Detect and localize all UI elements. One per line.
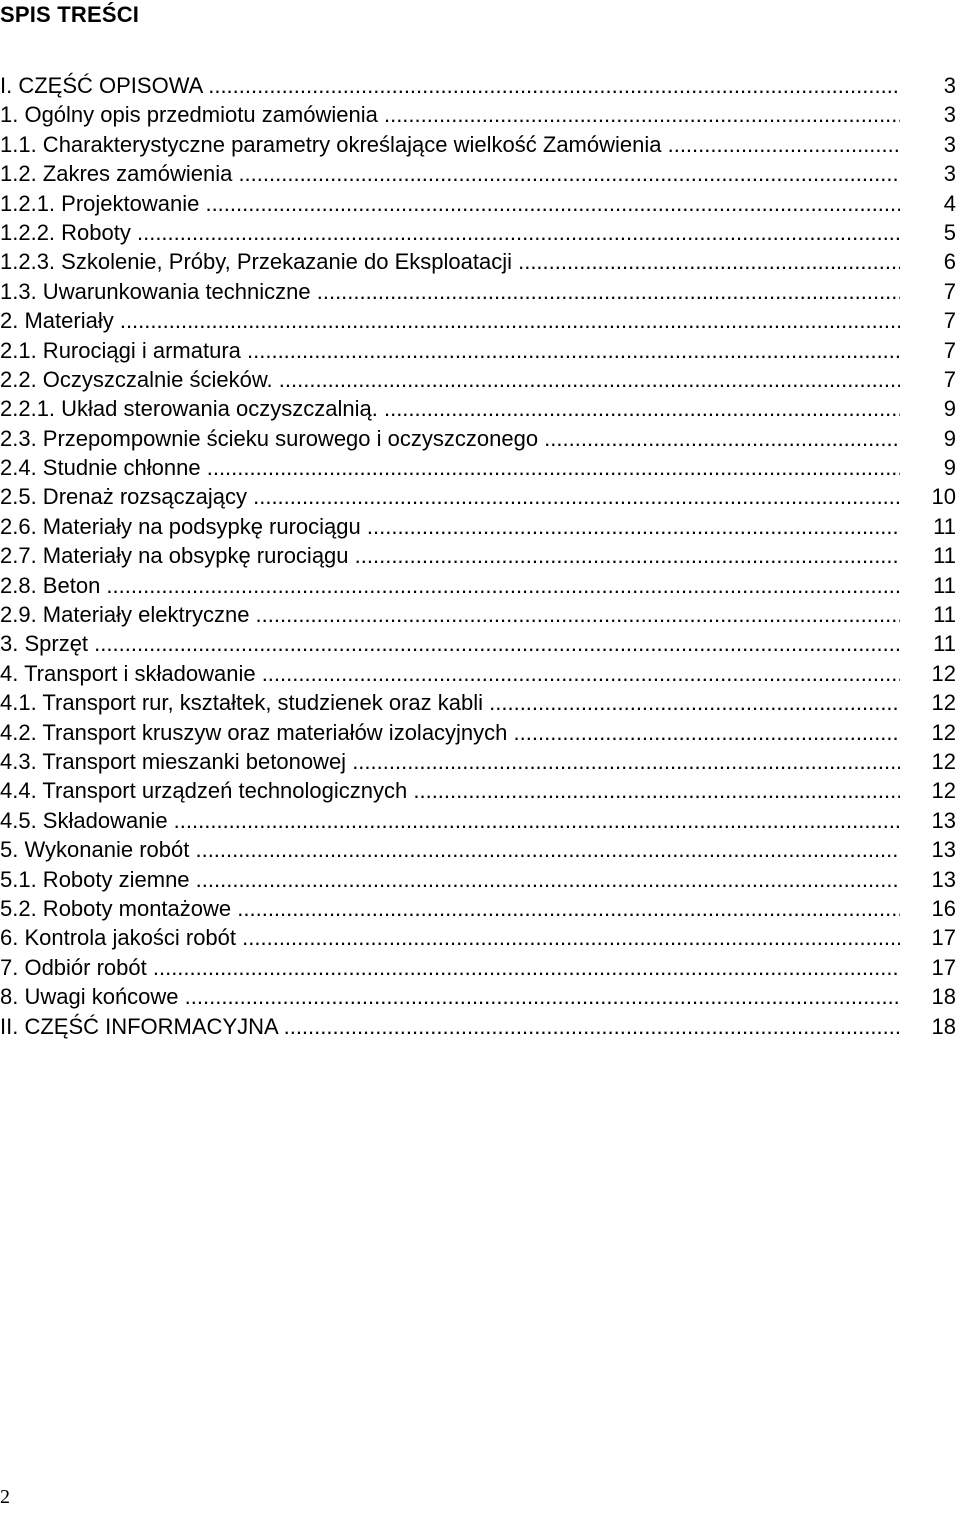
toc-entry-page-number: 6: [943, 249, 956, 275]
toc-entry-label[interactable]: 2.7. Materiały na obsypkę rurociągu .....: [0, 541, 900, 570]
toc-entry-page-number: 12: [931, 748, 956, 774]
toc-entry-label[interactable]: 4.5. Składowanie .....: [0, 806, 900, 835]
toc-entry-row[interactable]: [0, 482, 960, 511]
toc-entry-page-number: 10: [931, 484, 956, 510]
toc-entry-page-number: 7: [943, 337, 956, 363]
toc-entry-row[interactable]: [0, 747, 960, 776]
toc-entry-label[interactable]: 3. Sprzęt .....: [0, 629, 900, 658]
toc-entry-row[interactable]: [0, 629, 960, 658]
toc-entry-row[interactable]: [0, 659, 960, 688]
toc-entry-row[interactable]: [0, 835, 960, 864]
toc-entry-row[interactable]: [0, 923, 960, 952]
toc-entry-label[interactable]: 4. Transport i składowanie .....: [0, 659, 900, 688]
toc-entry-page-number: 12: [931, 660, 956, 686]
toc-entry-row[interactable]: [0, 100, 960, 129]
toc-entry-row[interactable]: [0, 806, 960, 835]
toc-entry-row[interactable]: [0, 718, 960, 747]
toc-entry-label[interactable]: 1.2.2. Roboty .....: [0, 218, 900, 247]
toc-entry-row[interactable]: [0, 159, 960, 188]
toc-entry-label[interactable]: 2.1. Rurociągi i armatura .....: [0, 336, 900, 365]
toc-entry-row[interactable]: [0, 894, 960, 923]
toc-entry-row[interactable]: [0, 424, 960, 453]
toc-entry-page-number: 11: [933, 543, 956, 569]
toc-entry-label[interactable]: 6. Kontrola jakości robót .....: [0, 923, 900, 952]
toc-entry-page-number: 9: [943, 455, 956, 481]
toc-entry-page-number: 7: [943, 366, 956, 392]
toc-entry-page-number: 9: [943, 425, 956, 451]
toc-entry-label[interactable]: 2.3. Przepompownie ścieku surowego i oczyszczonego .....: [0, 424, 900, 453]
toc-entry-label[interactable]: 2.2. Oczyszczalnie ścieków. .....: [0, 365, 900, 394]
toc-entry-page-number: 13: [931, 837, 956, 863]
toc-entry-page-number: 18: [931, 1013, 956, 1039]
toc-entry-label[interactable]: 2.9. Materiały elektryczne .....: [0, 600, 900, 629]
toc-entry-label[interactable]: 5.1. Roboty ziemne .....: [0, 865, 900, 894]
toc-entry-page-number: 12: [931, 778, 956, 804]
toc-entry-page-number: 9: [943, 396, 956, 422]
toc-entry-page-number: 7: [943, 308, 956, 334]
toc-entry-row[interactable]: [0, 130, 960, 159]
toc-entry-label[interactable]: I. CZĘŚĆ OPISOWA .....: [0, 71, 900, 100]
toc-entry-page-number: 3: [943, 102, 956, 128]
toc-entry-row[interactable]: [0, 571, 960, 600]
toc-entry-page-number: 12: [931, 719, 956, 745]
toc-entry-page-number: 3: [943, 73, 956, 98]
toc-entry-label[interactable]: 4.3. Transport mieszanki betonowej .....: [0, 747, 900, 776]
toc-entry-row[interactable]: [0, 982, 960, 1011]
table-of-contents: [0, 71, 960, 1041]
toc-entry-label[interactable]: II. CZĘŚĆ INFORMACYJNA .....: [0, 1012, 900, 1041]
toc-entry-label[interactable]: 2.2.1. Układ sterowania oczyszczalnią. .....: [0, 394, 900, 423]
toc-entry-label[interactable]: 1.2.3. Szkolenie, Próby, Przekazanie do Eksploatacji .....: [0, 247, 900, 276]
toc-entry-label[interactable]: 7. Odbiór robót .....: [0, 953, 900, 982]
toc-entry-page-number: 11: [933, 602, 956, 628]
toc-entry-row[interactable]: [0, 953, 960, 982]
toc-entry-label[interactable]: 2.5. Drenaż rozsączający .....: [0, 482, 900, 511]
toc-entry-page-number: 16: [931, 895, 956, 921]
toc-entry-label[interactable]: 5.2. Roboty montażowe .....: [0, 894, 900, 923]
toc-entry-page-number: 4: [943, 190, 956, 216]
toc-entry-row[interactable]: [0, 189, 960, 218]
toc-entry-row[interactable]: [0, 247, 960, 276]
toc-entry-label[interactable]: 2.6. Materiały na podsypkę rurociągu .....: [0, 512, 900, 541]
toc-entry-page-number: 13: [931, 807, 956, 833]
toc-entry-page-number: 7: [943, 278, 956, 304]
toc-entry-label[interactable]: 4.1. Transport rur, kształtek, studzienek oraz kabli .....: [0, 688, 900, 717]
toc-entry-row[interactable]: [0, 306, 960, 335]
toc-entry-label[interactable]: 1.2. Zakres zamówienia .....: [0, 159, 900, 188]
page-title: SPIS TREŚCI: [0, 2, 140, 27]
toc-entry-row[interactable]: [0, 277, 960, 306]
toc-entry-page-number: 12: [931, 690, 956, 716]
toc-entry-row[interactable]: [0, 512, 960, 541]
toc-entry-row[interactable]: [0, 71, 960, 100]
toc-entry-page-number: 11: [933, 631, 956, 657]
toc-entry-label[interactable]: 2. Materiały .....: [0, 306, 900, 335]
toc-entry-row[interactable]: [0, 218, 960, 247]
toc-entry-row[interactable]: [0, 365, 960, 394]
toc-entry-row[interactable]: [0, 600, 960, 629]
toc-entry-page-number: 5: [943, 219, 956, 245]
toc-entry-label[interactable]: 1.1. Charakterystyczne parametry określające wielkość Zamówienia .....: [0, 130, 900, 159]
toc-entry-row[interactable]: [0, 541, 960, 570]
toc-entry-page-number: 17: [931, 925, 956, 951]
toc-entry-label[interactable]: 1.2.1. Projektowanie .....: [0, 189, 900, 218]
toc-entry-label[interactable]: 1.3. Uwarunkowania techniczne .....: [0, 277, 900, 306]
toc-entry-page-number: 17: [931, 954, 956, 980]
toc-entry-page-number: 13: [931, 866, 956, 892]
toc-entry-row[interactable]: [0, 776, 960, 805]
toc-entry-label[interactable]: 1. Ogólny opis przedmiotu zamówienia .....: [0, 100, 900, 129]
toc-entry-label[interactable]: 2.4. Studnie chłonne .....: [0, 453, 900, 482]
toc-entry-row[interactable]: [0, 336, 960, 365]
toc-entry-page-number: 11: [933, 513, 956, 539]
toc-entry-page-number: 11: [933, 572, 956, 598]
toc-entry-label[interactable]: 2.8. Beton .....: [0, 571, 900, 600]
toc-entry-page-number: 3: [943, 131, 956, 157]
toc-entry-label[interactable]: 4.4. Transport urządzeń technologicznych .....: [0, 776, 900, 805]
toc-entry-label[interactable]: 4.2. Transport kruszyw oraz materiałów izolacyjnych .....: [0, 718, 900, 747]
toc-entry-label[interactable]: 5. Wykonanie robót .....: [0, 835, 900, 864]
toc-entry-row[interactable]: [0, 1012, 960, 1041]
toc-entry-row[interactable]: [0, 865, 960, 894]
toc-entry-page-number: 18: [931, 984, 956, 1010]
toc-entry-row[interactable]: [0, 453, 960, 482]
toc-entry-label[interactable]: 8. Uwagi końcowe .....: [0, 982, 900, 1011]
toc-entry-row[interactable]: [0, 394, 960, 423]
toc-entry-row[interactable]: [0, 688, 960, 717]
toc-entry-page-number: 3: [943, 161, 956, 187]
page-number: 2: [0, 1486, 10, 1508]
